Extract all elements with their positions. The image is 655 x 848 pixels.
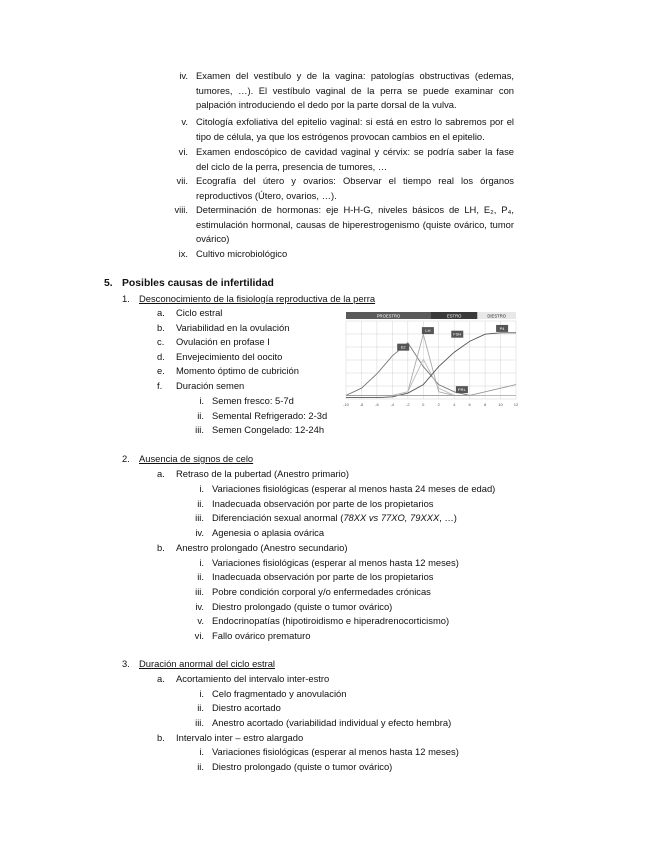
- x-tick-label: 2: [437, 402, 440, 407]
- x-tick-label: -6: [375, 402, 379, 407]
- list-item: Variaciones fisiológicas (esperar al menos hasta 12 meses): [212, 557, 459, 568]
- list-num: i.: [199, 746, 204, 757]
- list-num: e.: [157, 365, 165, 376]
- list-item: Envejecimiento del oocito: [176, 351, 283, 362]
- list-num: ii.: [197, 498, 204, 509]
- list-num: ii.: [197, 761, 204, 772]
- list-num: iv.: [195, 601, 204, 612]
- subsection-title: Duración anormal del ciclo estral: [139, 658, 275, 669]
- phase-label: DIESTRO: [487, 313, 506, 319]
- list-num: d.: [157, 351, 165, 362]
- list-item: Endocrinopatías (hipotiroidismo e hiperadrenocorticismo): [212, 615, 450, 626]
- list-num: ii.: [197, 571, 204, 582]
- list-num: v.: [197, 615, 204, 626]
- list-num: iii.: [195, 586, 204, 597]
- list-item: Examen endoscópico de cavidad vaginal y cérvix: se podría saber la fase del ciclo de la perra, presencia de tumores, …: [196, 146, 514, 172]
- list-num: i.: [199, 395, 204, 406]
- list-item: Inadecuada observación por parte de los propietarios: [212, 498, 434, 509]
- hormone-label-lh: LH: [425, 328, 431, 334]
- hormone-label-p4: P4: [499, 325, 505, 331]
- list-num: a.: [157, 673, 165, 684]
- list-item: Diestro acortado: [212, 702, 281, 713]
- phase-label: ESTRO: [446, 313, 462, 319]
- x-tick-label: -10: [343, 402, 349, 407]
- list-item: Citología exfoliativa del epitelio vaginal: si está en estro lo sabremos por el tipo de célula, ya que los estrógenos provocan cambios en el epitelio.: [196, 116, 514, 142]
- list-item: Duración semen: [176, 380, 245, 391]
- list-num: iii.: [195, 424, 204, 435]
- list-item: Semental Refrigerado: 2-3d: [212, 410, 328, 421]
- x-tick-label: 0: [422, 402, 425, 407]
- list-item: Ovulación en profase I: [176, 336, 270, 347]
- list-num: ii.: [197, 410, 204, 421]
- list-num: viii.: [174, 204, 188, 215]
- list-item: Variaciones fisiológicas (esperar al menos hasta 24 meses de edad): [212, 483, 496, 494]
- list-num: iii.: [195, 717, 204, 728]
- x-tick-label: -8: [359, 402, 364, 407]
- list-num: ix.: [178, 248, 188, 259]
- list-item: Variaciones fisiológicas (esperar al menos hasta 12 meses): [212, 746, 459, 757]
- list-num: vii.: [176, 175, 188, 186]
- list-item: Celo fragmentado y anovulación: [212, 688, 347, 699]
- list-item: Diestro prolongado (quiste o tumor ovárico): [212, 761, 393, 772]
- list-num: i.: [199, 483, 204, 494]
- section-number: 5.: [104, 278, 113, 289]
- list-item: Inadecuada observación por parte de los propietarios: [212, 571, 434, 582]
- list-item: [212, 511, 457, 525]
- list-item: Variabilidad en la ovulación: [176, 322, 290, 333]
- list-item: Semen Congelado: 12-24h: [212, 424, 325, 435]
- list-item: Examen del vestíbulo y de la vagina: patologías obstructivas (edemas, tumores, …). El vestíbulo vaginal de la perra se puede examinar con palpación introduciendo el dedo por la parte dorsal de la vulva.: [196, 70, 514, 111]
- list-item: Ciclo estral: [176, 307, 223, 318]
- list-num: iv.: [179, 70, 188, 81]
- list-item: Retraso de la pubertad (Anestro primario): [176, 468, 349, 479]
- list-item: Fallo ovárico prematuro: [212, 630, 311, 641]
- section-title: Posibles causas de infertilidad: [122, 278, 274, 289]
- list-num: ii.: [197, 702, 204, 713]
- list-num: a.: [157, 468, 165, 479]
- list-item: Anestro acortado (variabilidad individual y efecto hembra): [212, 717, 452, 728]
- subsection-number: 3.: [122, 658, 130, 669]
- hormone-label-fsh: FSH: [453, 331, 462, 337]
- hormone-label-prl: PRL: [458, 387, 466, 393]
- subsection-title: Desconocimiento de la fisiología reproductiva de la perra: [139, 293, 376, 304]
- list-item-tail: , …): [439, 512, 457, 523]
- hormone-label-e2: E2: [400, 344, 406, 350]
- list-item: Pobre condición corporal y/o enfermedades crónicas: [212, 586, 431, 597]
- x-tick-label: -4: [390, 402, 395, 407]
- list-num: b.: [157, 322, 165, 333]
- list-num: i.: [199, 688, 204, 699]
- list-num: vi.: [178, 146, 188, 157]
- x-tick-label: -2: [406, 402, 410, 407]
- list-num: a.: [157, 307, 165, 318]
- list-item: Anestro prolongado (Anestro secundario): [176, 542, 348, 553]
- hormone-cycle-chart: [343, 311, 519, 411]
- list-num: v.: [181, 116, 188, 127]
- x-tick-label: 12: [513, 402, 519, 407]
- phase-label: PROESTRO: [376, 313, 401, 319]
- x-tick-label: 6: [468, 402, 471, 407]
- list-item: Intervalo inter – estro alargado: [176, 732, 304, 743]
- list-item: Semen fresco: 5-7d: [212, 395, 294, 406]
- list-num: vi.: [194, 630, 204, 641]
- list-item: Acortamiento del intervalo inter-estro: [176, 673, 330, 684]
- list-num: c.: [157, 336, 165, 347]
- list-item: Momento óptimo de cubrición: [176, 365, 299, 376]
- x-tick-label: 4: [453, 402, 456, 407]
- subsection-title: Ausencia de signos de celo: [139, 453, 254, 464]
- list-item: Cultivo microbiológico: [196, 248, 288, 259]
- list-num: i.: [199, 557, 204, 568]
- list-item: Determinación de hormonas: eje H-H-G, niveles básicos de LH, E₂, P₄, estimulación hormonal, causas de hiperestrogenismo (quiste ovárico, tumor ovárico): [196, 204, 514, 245]
- list-item-text: Diferenciación sexual anormal (: [212, 512, 344, 523]
- subsection-number: 2.: [122, 453, 130, 464]
- list-num: b.: [157, 542, 165, 553]
- list-num: f.: [157, 380, 163, 391]
- subsection-number: 1.: [122, 293, 130, 304]
- list-num: b.: [157, 732, 165, 743]
- chart-background: [343, 311, 519, 411]
- x-tick-label: 10: [498, 402, 503, 407]
- x-tick-label: 8: [483, 402, 487, 407]
- list-item: Ecografía del útero y ovarios: Observar el tiempo real los órganos reproductivos (Útero, ovarios, …).: [196, 175, 514, 201]
- list-num: iv.: [195, 527, 204, 538]
- karyotype-italic: 78XX vs 77XO, 79XXX: [343, 512, 440, 523]
- list-num: iii.: [195, 512, 204, 523]
- list-item: Agenesia o aplasia ovárica: [212, 527, 325, 538]
- list-item: Diestro prolongado (quiste o tumor ovárico): [212, 601, 393, 612]
